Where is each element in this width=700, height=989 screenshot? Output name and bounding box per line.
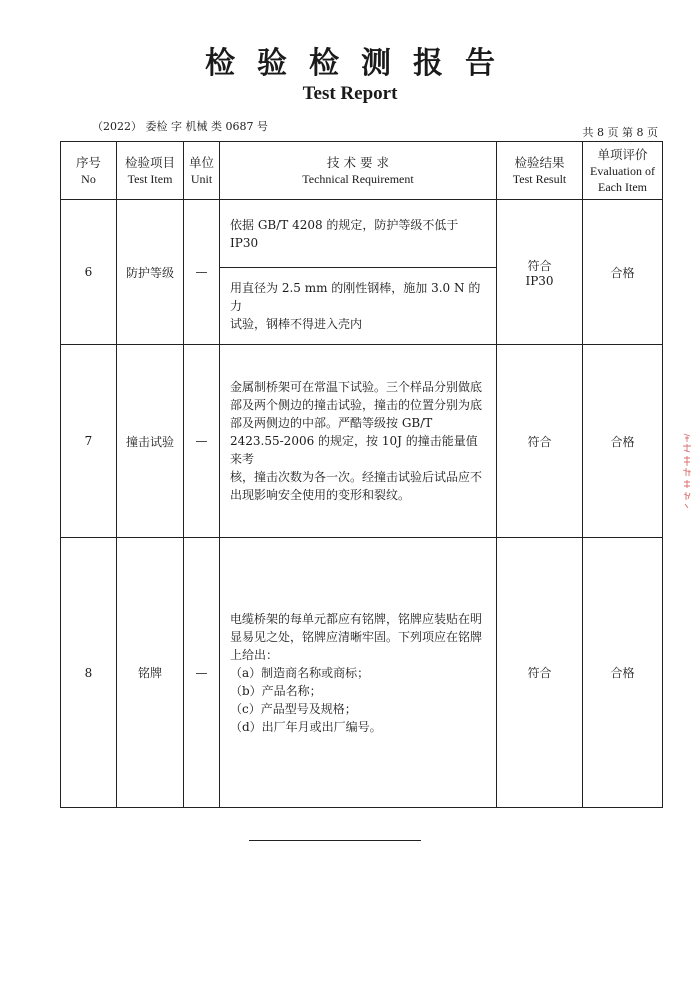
requirement-line: 金属制桥架可在常温下试验。三个样品分别做底 [230, 380, 483, 394]
requirement-line: 2423.55-2006 的规定，按 10J 的撞击能量值来考 [230, 434, 478, 466]
col-header-no-cn: 序号 [75, 155, 101, 170]
col-header-result-en: Test Result [512, 172, 567, 186]
col-header-req-en: Technical Requirement [302, 172, 414, 186]
requirement-line: 显易见之处，铭牌应清晰牢固。下列项应在铭牌 [230, 629, 483, 644]
cell-no: 7 [61, 345, 117, 538]
col-header-requirement [220, 142, 497, 200]
cell-requirement [220, 345, 497, 538]
col-header-unit [184, 142, 220, 200]
col-header-evaluation [583, 142, 663, 200]
requirement-line: 部及两个侧边的撞击试验，撞击的位置分别为底 [230, 398, 483, 412]
cell-result: 符合 [497, 538, 583, 808]
requirement-line: 核，撞击次数为各一次。经撞击试验后试品应不 [230, 470, 483, 484]
requirement-line: （b）产品名称； [230, 683, 322, 698]
col-header-item-cn: 检验项目 [124, 155, 175, 170]
col-header-req-cn: 技 术 要 求 [327, 155, 389, 170]
report-title-en: Test Report [302, 83, 398, 104]
cell-item: 撞击试验 [117, 345, 184, 538]
margin-seal-mark [676, 430, 698, 510]
cell-item: 铭牌 [117, 538, 184, 808]
cell-evaluation: 合格 [583, 200, 663, 345]
requirement-line: 部及两侧边的中部。严酷等级按 GB/T [230, 416, 433, 430]
table-row [61, 345, 663, 538]
page-indicator: 共 8 页 第 8 页 [582, 126, 658, 139]
requirement-line: 用直径为 2.5 mm 的刚性钢棒，施加 3.0 N 的力 [230, 281, 481, 313]
cell-requirement [220, 538, 497, 808]
requirement-line: 依据 GB/T 4208 的规定，防护等级不低于 IP30 [230, 217, 459, 250]
cell-evaluation: 合格 [583, 345, 663, 538]
col-header-result [497, 142, 583, 200]
col-header-result-cn: 检验结果 [514, 155, 565, 170]
requirement-line: （c）产品型号及规格； [230, 701, 357, 716]
requirement-line: （a）制造商名称或商标； [230, 665, 370, 680]
cell-unit: — [184, 538, 220, 808]
col-header-no [61, 142, 117, 200]
col-header-eval-en1: Evaluation of [590, 164, 655, 178]
requirement-line: 试验，钢棒不得进入壳内 [230, 317, 363, 331]
cell-requirement [220, 200, 497, 268]
cell-result [497, 200, 583, 345]
result-value: IP30 [525, 273, 554, 288]
table-row [61, 200, 663, 268]
cell-unit: — [184, 200, 220, 345]
requirement-line: （d）出厂年月或出厂编号。 [230, 719, 382, 734]
requirement-line: 出现影响安全使用的变形和裂纹。 [230, 488, 411, 502]
requirement-line: 上给出： [230, 647, 279, 662]
cell-no: 6 [61, 200, 117, 345]
result-text: 符合 [527, 258, 552, 273]
test-result-table [60, 141, 663, 808]
cell-result: 符合 [497, 345, 583, 538]
cell-item: 防护等级 [117, 200, 184, 345]
table-header-row [61, 142, 663, 200]
col-header-unit-cn: 单位 [188, 155, 214, 170]
report-title-cn: 检验检测报告 [205, 46, 517, 81]
col-header-unit-en: Unit [190, 172, 213, 186]
col-header-no-en: No [81, 172, 96, 186]
col-header-eval-cn: 单项评价 [597, 147, 648, 162]
cell-unit: — [184, 345, 220, 538]
end-of-report-line [249, 840, 421, 841]
requirement-line: 电缆桥架的每单元都应有铭牌，铭牌应装贴在明 [230, 611, 483, 626]
col-header-item-en: Test Item [127, 172, 173, 186]
cell-requirement [220, 268, 497, 345]
report-number: （2022） 委检 字 机械 类 0687 号 [92, 120, 268, 133]
col-header-eval-en2: Each Item [598, 180, 647, 194]
col-header-item [117, 142, 184, 200]
table-row [61, 538, 663, 808]
cell-evaluation: 合格 [583, 538, 663, 808]
cell-no: 8 [61, 538, 117, 808]
